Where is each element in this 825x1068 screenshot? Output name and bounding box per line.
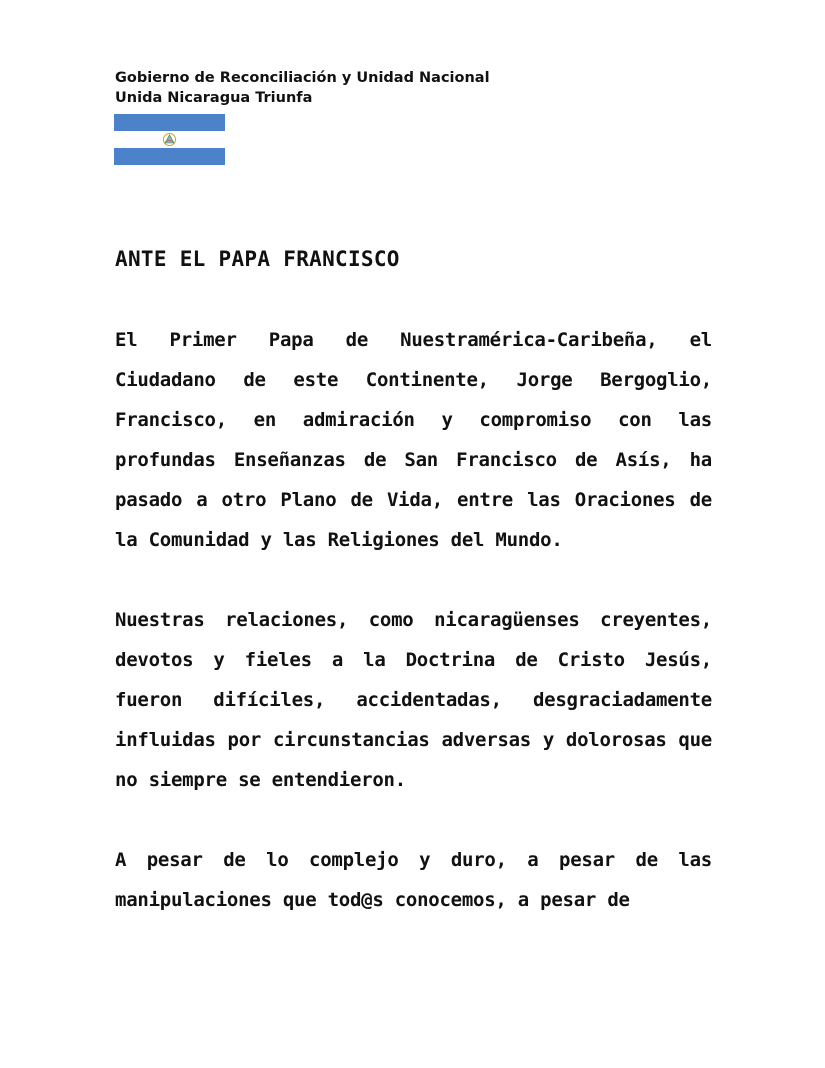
document-body — [115, 320, 712, 920]
header-line-1: Gobierno de Reconciliación y Unidad Nacional — [115, 70, 490, 86]
document-title: ANTE EL PAPA FRANCISCO — [115, 247, 400, 271]
header-line-2: Unida Nicaragua Triunfa — [115, 90, 313, 106]
paragraph: A pesar de lo complejo y duro, a pesar de las manipulaciones que tod@s conocemos, a pesar de — [115, 849, 712, 911]
nicaragua-flag-icon — [114, 114, 225, 165]
government-header — [115, 68, 715, 108]
paragraph: El Primer Papa de Nuestramérica-Caribeña, el Ciudadano de este Continente, Jorge Bergoglio, Francisco, en admiración y compromiso con las profundas Enseñanzas de San Francisco de Asís, ha pasado a otro Plano de Vida, entre las Oraciones de la Comunidad y las Religiones del Mundo. — [115, 329, 712, 551]
paragraph: Nuestras relaciones, como nicaragüenses creyentes, devotos y fieles a la Doctrina de Cristo Jesús, fueron difíciles, accidentadas, desgraciadamente influidas por circunstancias adversas y dolorosas que no siempre se entendieron. — [115, 609, 712, 791]
